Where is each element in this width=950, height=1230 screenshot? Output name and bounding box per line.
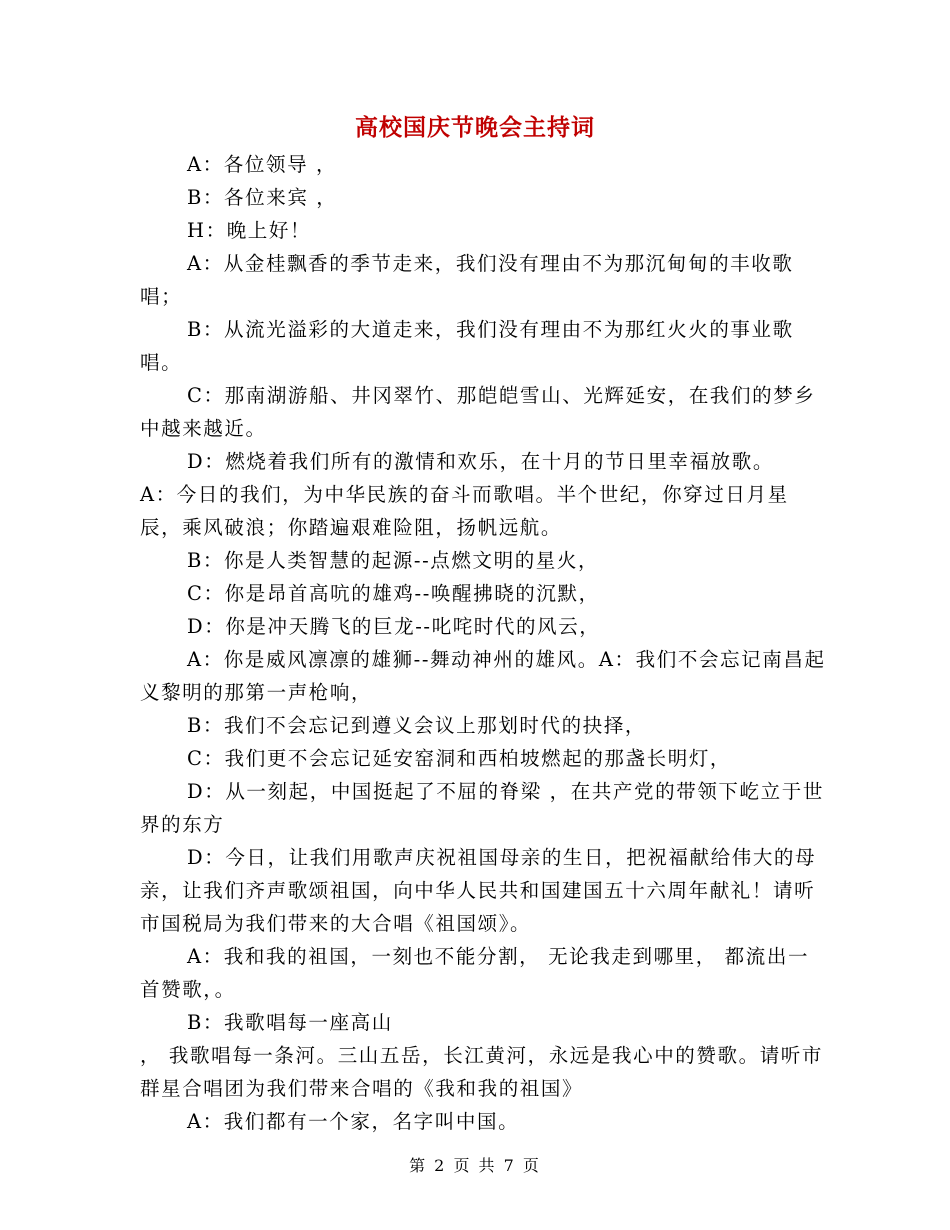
document-body <box>140 148 830 1138</box>
paragraph: A：各位领导 ， <box>187 153 338 176</box>
paragraph: H：晚上好！ <box>187 219 312 242</box>
page-number: 第 2 页 共 7 页 <box>409 1156 541 1175</box>
paragraph: A：从金桂飘香的季节走来，我们没有理由不为那沉甸甸的丰收歌唱； <box>140 252 794 308</box>
paragraph: D：今日，让我们用歌声庆祝祖国母亲的生日，把祝福献给伟大的母亲，让我们齐声歌颂祖国，向中华人民共和国建国五十六周年献礼！请听市国税局为我们带来的大合唱《祖国颂》。 <box>140 846 817 935</box>
paragraph: A：你是威风凛凛的雄狮--舞动神州的雄风。A：我们不会忘记南昌起义黎明的那第一声枪响， <box>140 648 826 704</box>
paragraph: A：我和我的祖国，一刻也不能分割， 无论我走到哪里， 都流出一首赞歌，。 <box>140 945 810 1001</box>
paragraph: C：我们更不会忘记延安窑洞和西柏坡燃起的那盏长明灯， <box>187 747 732 770</box>
paragraph: D：从一刻起，中国挺起了不屈的脊梁 ，在共产党的带领下屹立于世界的东方 <box>140 780 824 836</box>
paragraph: C：你是昂首高吭的雄鸡--唤醒拂晓的沉默， <box>187 582 600 605</box>
paragraph: B：各位来宾 ， <box>187 186 338 209</box>
paragraph: B：我们不会忘记到遵义会议上那划时代的抉择， <box>187 714 647 737</box>
paragraph: C：那南湖游船、井冈翠竹、那皑皑雪山、光辉延安，在我们的梦乡中越来越近。 <box>140 384 816 440</box>
document-title: 高校国庆节晚会主持词 <box>355 115 595 141</box>
paragraph: A：我们都有一个家，名字叫中国。 <box>187 1110 520 1133</box>
paragraph: B：我歌唱每一座高山 <box>187 1011 393 1034</box>
paragraph: B：从流光溢彩的大道走来，我们没有理由不为那红火火的事业歌唱。 <box>140 318 794 374</box>
paragraph: D：你是冲天腾飞的巨龙--叱咤时代的风云， <box>187 615 601 638</box>
paragraph: ， 我歌唱每一条河。三山五岳，长江黄河，永远是我心中的赞歌。请听市群星合唱团为我们带来合唱的《我和我的祖国》 <box>140 1044 823 1100</box>
paragraph: B：你是人类智慧的起源--点燃文明的星火， <box>187 549 600 572</box>
paragraph: A：今日的我们，为中华民族的奋斗而歌唱。半个世纪，你穿过日月星辰，乘风破浪；你踏遍艰难险阻，扬帆远航。 <box>140 483 789 539</box>
paragraph: D：燃烧着我们所有的激情和欢乐，在十月的节日里幸福放歌。 <box>187 450 774 473</box>
